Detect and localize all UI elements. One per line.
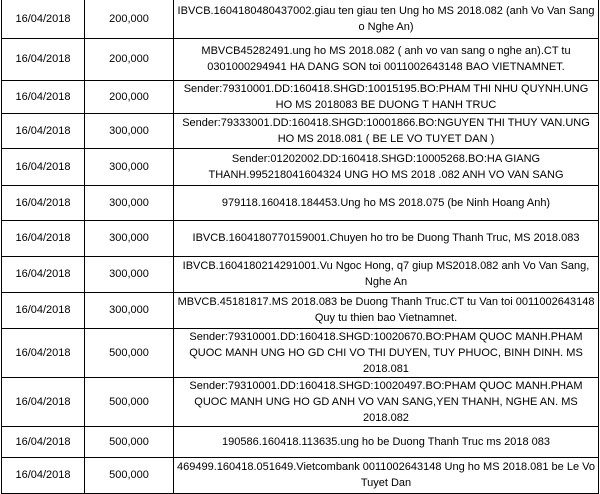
description-cell: Sender:79310001.DD:160418.SHGD:10020497.BO:PHAM QUOC MANH.PHAM QUOC MANH UNG HO GD ANH VO VAN SANG,YEN THANH, NGHE AN. MS 2018.082 <box>174 377 599 426</box>
description-cell: IBVCB.1604180770159001.Chuyen ho tro be Duong Thanh Truc, MS 2018.083 <box>174 220 599 256</box>
amount-cell: 300,000 <box>85 185 174 220</box>
description-cell: Sender:01202002.DD:160418.SHGD:10005268.BO:HA GIANG THANH.995218041604324 UNG HO MS 2018 .082 ANH VO VAN SANG <box>174 148 599 185</box>
table-row <box>2 148 599 185</box>
amount-cell: 300,000 <box>85 220 174 256</box>
description-cell: 190586.160418.113635.ung ho be Duong Thanh Truc ms 2018 083 <box>174 426 599 457</box>
amount-cell: 500,000 <box>85 457 174 493</box>
amount-cell: 200,000 <box>85 38 174 80</box>
amount-cell: 300,000 <box>85 256 174 292</box>
table-row <box>2 457 599 493</box>
date-cell: 16/04/2018 <box>2 377 85 426</box>
date-cell: 16/04/2018 <box>2 328 85 377</box>
date-cell: 16/04/2018 <box>2 220 85 256</box>
table-row <box>2 113 599 148</box>
description-cell: 979118.160418.184453.Ung ho MS 2018.075 (be Ninh Hoang Anh) <box>174 185 599 220</box>
date-cell: 16/04/2018 <box>2 457 85 493</box>
description-cell: Sender:79310001.DD:160418.SHGD:10020670.BO:PHAM QUOC MANH.PHAM QUOC MANH UNG HO GD CHI VO THI DUYEN, TUY PHUOC, BINH DINH. MS 2018.081 <box>174 328 599 377</box>
table-row <box>2 80 599 113</box>
date-cell: 16/04/2018 <box>2 185 85 220</box>
date-cell: 16/04/2018 <box>2 38 85 80</box>
table-row <box>2 0 599 38</box>
amount-cell: 500,000 <box>85 377 174 426</box>
date-cell: 16/04/2018 <box>2 80 85 113</box>
date-cell: 16/04/2018 <box>2 148 85 185</box>
amount-cell: 200,000 <box>85 80 174 113</box>
description-cell: 469499.160418.051649.Vietcombank 0011002643148 Ung ho MS 2018.081 be Le Vo Tuyet Dan <box>174 457 599 493</box>
table-row <box>2 426 599 457</box>
amount-cell: 300,000 <box>85 292 174 328</box>
date-cell: 16/04/2018 <box>2 426 85 457</box>
date-cell: 16/04/2018 <box>2 0 85 38</box>
table-row <box>2 292 599 328</box>
description-cell: IBVCB.1604180214291001.Vu Ngoc Hong, q7 giup MS2018.082 anh Vo Van Sang, Nghe An <box>174 256 599 292</box>
table-row <box>2 38 599 80</box>
description-cell: Sender:79333001.DD:160418.SHGD:10001866.BO:NGUYEN THI THUY VAN.UNG HO MS 2018.081 ( BE LE VO TUYET DAN ) <box>174 113 599 148</box>
donation-table <box>1 0 599 494</box>
amount-cell: 500,000 <box>85 426 174 457</box>
date-cell: 16/04/2018 <box>2 292 85 328</box>
description-cell: MBVCB45282491.ung ho MS 2018.082 ( anh vo van sang o nghe an).CT tu 0301000294941 HA DANG SON toi 0011002643148 BAO VIETNAMNET. <box>174 38 599 80</box>
table-row <box>2 220 599 256</box>
amount-cell: 300,000 <box>85 113 174 148</box>
table-row <box>2 256 599 292</box>
description-cell: Sender:79310001.DD:160418.SHGD:10015195.BO:PHAM THI NHU QUYNH.UNG HO MS 2018083 BE DUONG T HANH TRUC <box>174 80 599 113</box>
table-row <box>2 328 599 377</box>
date-cell: 16/04/2018 <box>2 256 85 292</box>
date-cell: 16/04/2018 <box>2 113 85 148</box>
amount-cell: 200,000 <box>85 0 174 38</box>
amount-cell: 500,000 <box>85 328 174 377</box>
table-row <box>2 185 599 220</box>
amount-cell: 300,000 <box>85 148 174 185</box>
table-row <box>2 377 599 426</box>
description-cell: MBVCB.45181817.MS 2018.083 be Duong Thanh Truc.CT tu Van toi 0011002643148 Quy tu thien bao Vietnamnet. <box>174 292 599 328</box>
description-cell: IBVCB.1604180480437002.giau ten giau ten Ung ho MS 2018.082 (anh Vo Van Sang o Nghe An) <box>174 0 599 38</box>
